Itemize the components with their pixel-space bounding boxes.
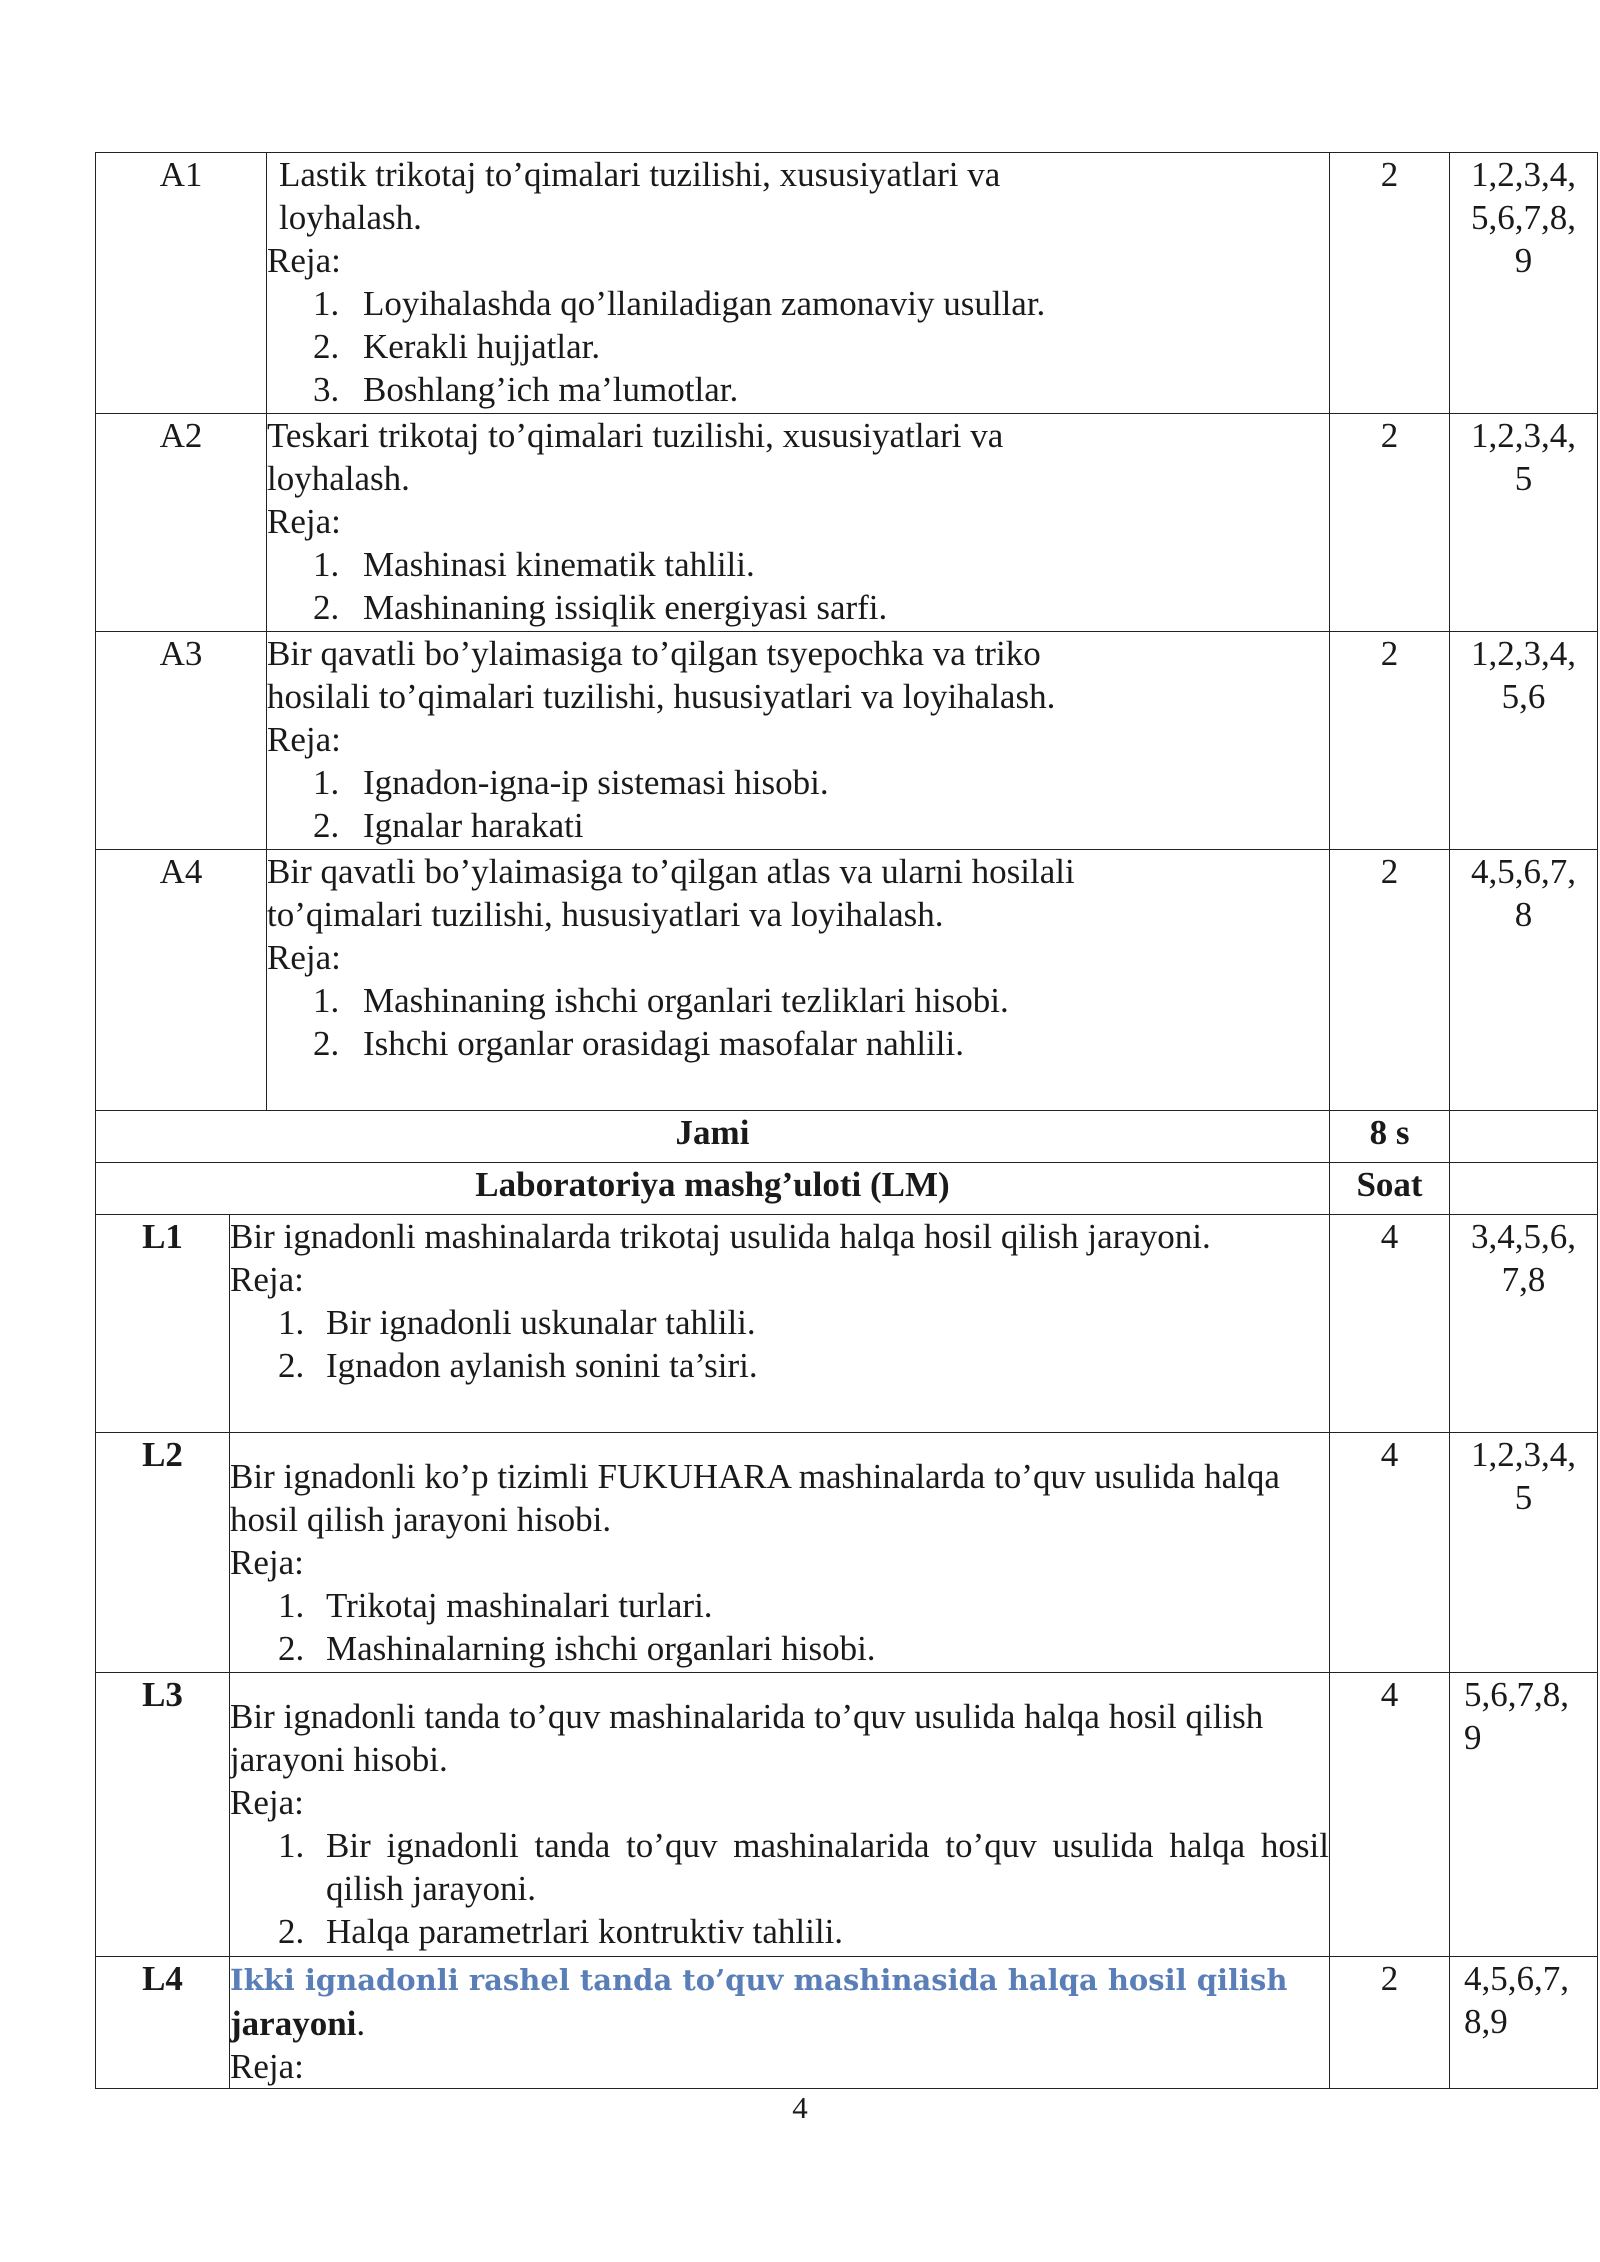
table-row	[96, 1673, 1598, 1957]
table-row	[96, 1215, 1598, 1433]
lecture-title: Bir qavatli bo’ylaimasiga to’qilgan atlas va ularni hosilali to’qimalari tuzilishi, hususiyatlari va loyihalash.	[267, 852, 1075, 934]
lab-code: L4	[96, 1957, 230, 2089]
lecture-title: Lastik trikotaj to’qimalari tuzilishi, xususiyatlari va loyhalash.	[279, 155, 1001, 237]
list-item: 2. Ignadon aylanish sonini ta’siri.	[278, 1346, 758, 1385]
lecture-code: A2	[96, 414, 267, 632]
plan-label: Reja:	[230, 1260, 304, 1299]
plan-list	[267, 761, 1329, 847]
plan-label: Reja:	[267, 502, 341, 541]
plan-list	[230, 1301, 1329, 1387]
list-item: 3. Boshlang’ich ma’lumotlar.	[313, 370, 739, 409]
lab-title: Bir ignadonli ko’p tizimli FUKUHARA mashinalarda to’quv usulida halqa hosil qilish jarayoni hisobi.	[230, 1457, 1280, 1539]
page-number: 4	[792, 2090, 808, 2125]
list-item: 2. Halqa parametrlari kontruktiv tahlili.	[278, 1912, 844, 1951]
table-row	[96, 1433, 1598, 1673]
list-item: 2. Ishchi organlar orasidagi masofalar nahlili.	[313, 1024, 964, 1063]
list-item: 2. Mashinalarning ishchi organlari hisobi.	[278, 1629, 876, 1668]
list-item: 2. Ignalar harakati	[313, 806, 584, 845]
hours-cell: 2	[1330, 632, 1450, 850]
lecture-code: A3	[96, 632, 267, 850]
plan-list	[230, 1584, 1329, 1670]
lab-title: Ikki ignadonli rashel tanda to’quv mashinasida halqa hosil qilish jarayoni.	[230, 1963, 1288, 2043]
lecture-code: A4	[96, 850, 267, 1111]
references-cell: 1,2,3,4, 5	[1450, 414, 1598, 632]
references-cell: 5,6,7,8, 9	[1450, 1673, 1598, 1957]
hours-cell: 2	[1330, 414, 1450, 632]
lab-code: L2	[96, 1433, 230, 1673]
plan-list	[267, 543, 1329, 629]
plan-label: Reja:	[230, 1543, 304, 1582]
plan-label: Reja:	[230, 2047, 304, 2086]
list-item: 1. Trikotaj mashinalari turlari.	[278, 1586, 713, 1625]
lab-table	[95, 1214, 1598, 2089]
hours-cell: 4	[1330, 1215, 1450, 1433]
hours-cell: 2	[1330, 1957, 1450, 2089]
hours-cell: 2	[1330, 850, 1450, 1111]
references-cell: 1,2,3,4, 5,6,7,8, 9	[1450, 153, 1598, 414]
plan-list	[230, 1824, 1329, 1953]
table-row	[96, 1957, 1598, 2089]
plan-label: Reja:	[267, 241, 341, 280]
lecture-title: Bir qavatli bo’ylaimasiga to’qilgan tsyepochka va triko hosilali to’qimalari tuzilishi, hususiyatlari va loyihalash.	[267, 634, 1056, 716]
plan-label: Reja:	[267, 938, 341, 977]
lab-code: L1	[96, 1215, 230, 1433]
plan-list	[267, 979, 1329, 1065]
lab-description	[230, 1673, 1330, 1957]
lecture-description	[267, 850, 1330, 1111]
plan-list	[267, 282, 1329, 411]
references-cell: 1,2,3,4, 5,6	[1450, 632, 1598, 850]
lecture-description	[267, 414, 1330, 632]
lab-title: Bir ignadonli tanda to’quv mashinalarida to’quv usulida halqa hosil qilish jarayoni hisobi.	[230, 1697, 1264, 1779]
list-item: 1. Mashinaning ishchi organlari tezliklari hisobi.	[313, 981, 1009, 1020]
plan-label: Reja:	[267, 720, 341, 759]
plan-label: Reja:	[230, 1783, 304, 1822]
lab-header-row	[96, 1163, 1598, 1215]
lab-title: Bir ignadonli mashinalarda trikotaj usulida halqa hosil qilish jarayoni.	[230, 1217, 1211, 1256]
lab-code: L3	[96, 1673, 230, 1957]
table-row	[96, 153, 1598, 414]
total-row	[96, 1111, 1598, 1163]
list-item: 1. Bir ignadonli uskunalar tahlili.	[278, 1303, 756, 1342]
empty-cell	[1450, 1163, 1598, 1215]
table-row	[96, 850, 1598, 1111]
total-label: Jami	[96, 1111, 1330, 1163]
lab-title-bold: jarayoni	[230, 2004, 357, 2043]
lab-description	[230, 1215, 1330, 1433]
list-item: 1. Bir ignadonli tanda to’quv mashinalarida to’quv usulida halqa hosil qilish jarayoni.	[278, 1826, 1329, 1908]
references-cell: 3,4,5,6, 7,8	[1450, 1215, 1598, 1433]
empty-cell	[1450, 1111, 1598, 1163]
list-item: 2. Kerakli hujjatlar.	[313, 327, 601, 366]
references-cell: 4,5,6,7, 8	[1450, 850, 1598, 1111]
list-item: 1. Ignadon-igna-ip sistemasi hisobi.	[313, 763, 829, 802]
lab-section-title: Laboratoriya mashg’uloti (LM)	[96, 1163, 1330, 1215]
table-row	[96, 414, 1598, 632]
lecture-description	[267, 632, 1330, 850]
list-item: 2. Mashinaning issiqlik energiyasi sarfi.	[313, 588, 888, 627]
hours-cell: 4	[1330, 1433, 1450, 1673]
total-hours: 8 s	[1330, 1111, 1450, 1163]
list-item: 1. Mashinasi kinematik tahlili.	[313, 545, 755, 584]
hours-cell: 2	[1330, 153, 1450, 414]
lecture-code: A1	[96, 153, 267, 414]
lecture-table	[95, 152, 1598, 1215]
hours-cell: 4	[1330, 1673, 1450, 1957]
references-cell: 4,5,6,7, 8,9	[1450, 1957, 1598, 2089]
table-row	[96, 632, 1598, 850]
lab-description	[230, 1957, 1330, 2089]
lab-description	[230, 1433, 1330, 1673]
lab-hours-header: Soat	[1330, 1163, 1450, 1215]
references-cell: 1,2,3,4, 5	[1450, 1433, 1598, 1673]
lecture-description	[267, 153, 1330, 414]
lab-title-highlight: Ikki ignadonli rashel tanda to’quv mashinasida halqa hosil qilish	[230, 1963, 1288, 1997]
lecture-title: Teskari trikotaj to’qimalari tuzilishi, xususiyatlari va loyhalash.	[267, 416, 1004, 498]
list-item: 1. Loyihalashda qo’llaniladigan zamonaviy usullar.	[313, 284, 1046, 323]
